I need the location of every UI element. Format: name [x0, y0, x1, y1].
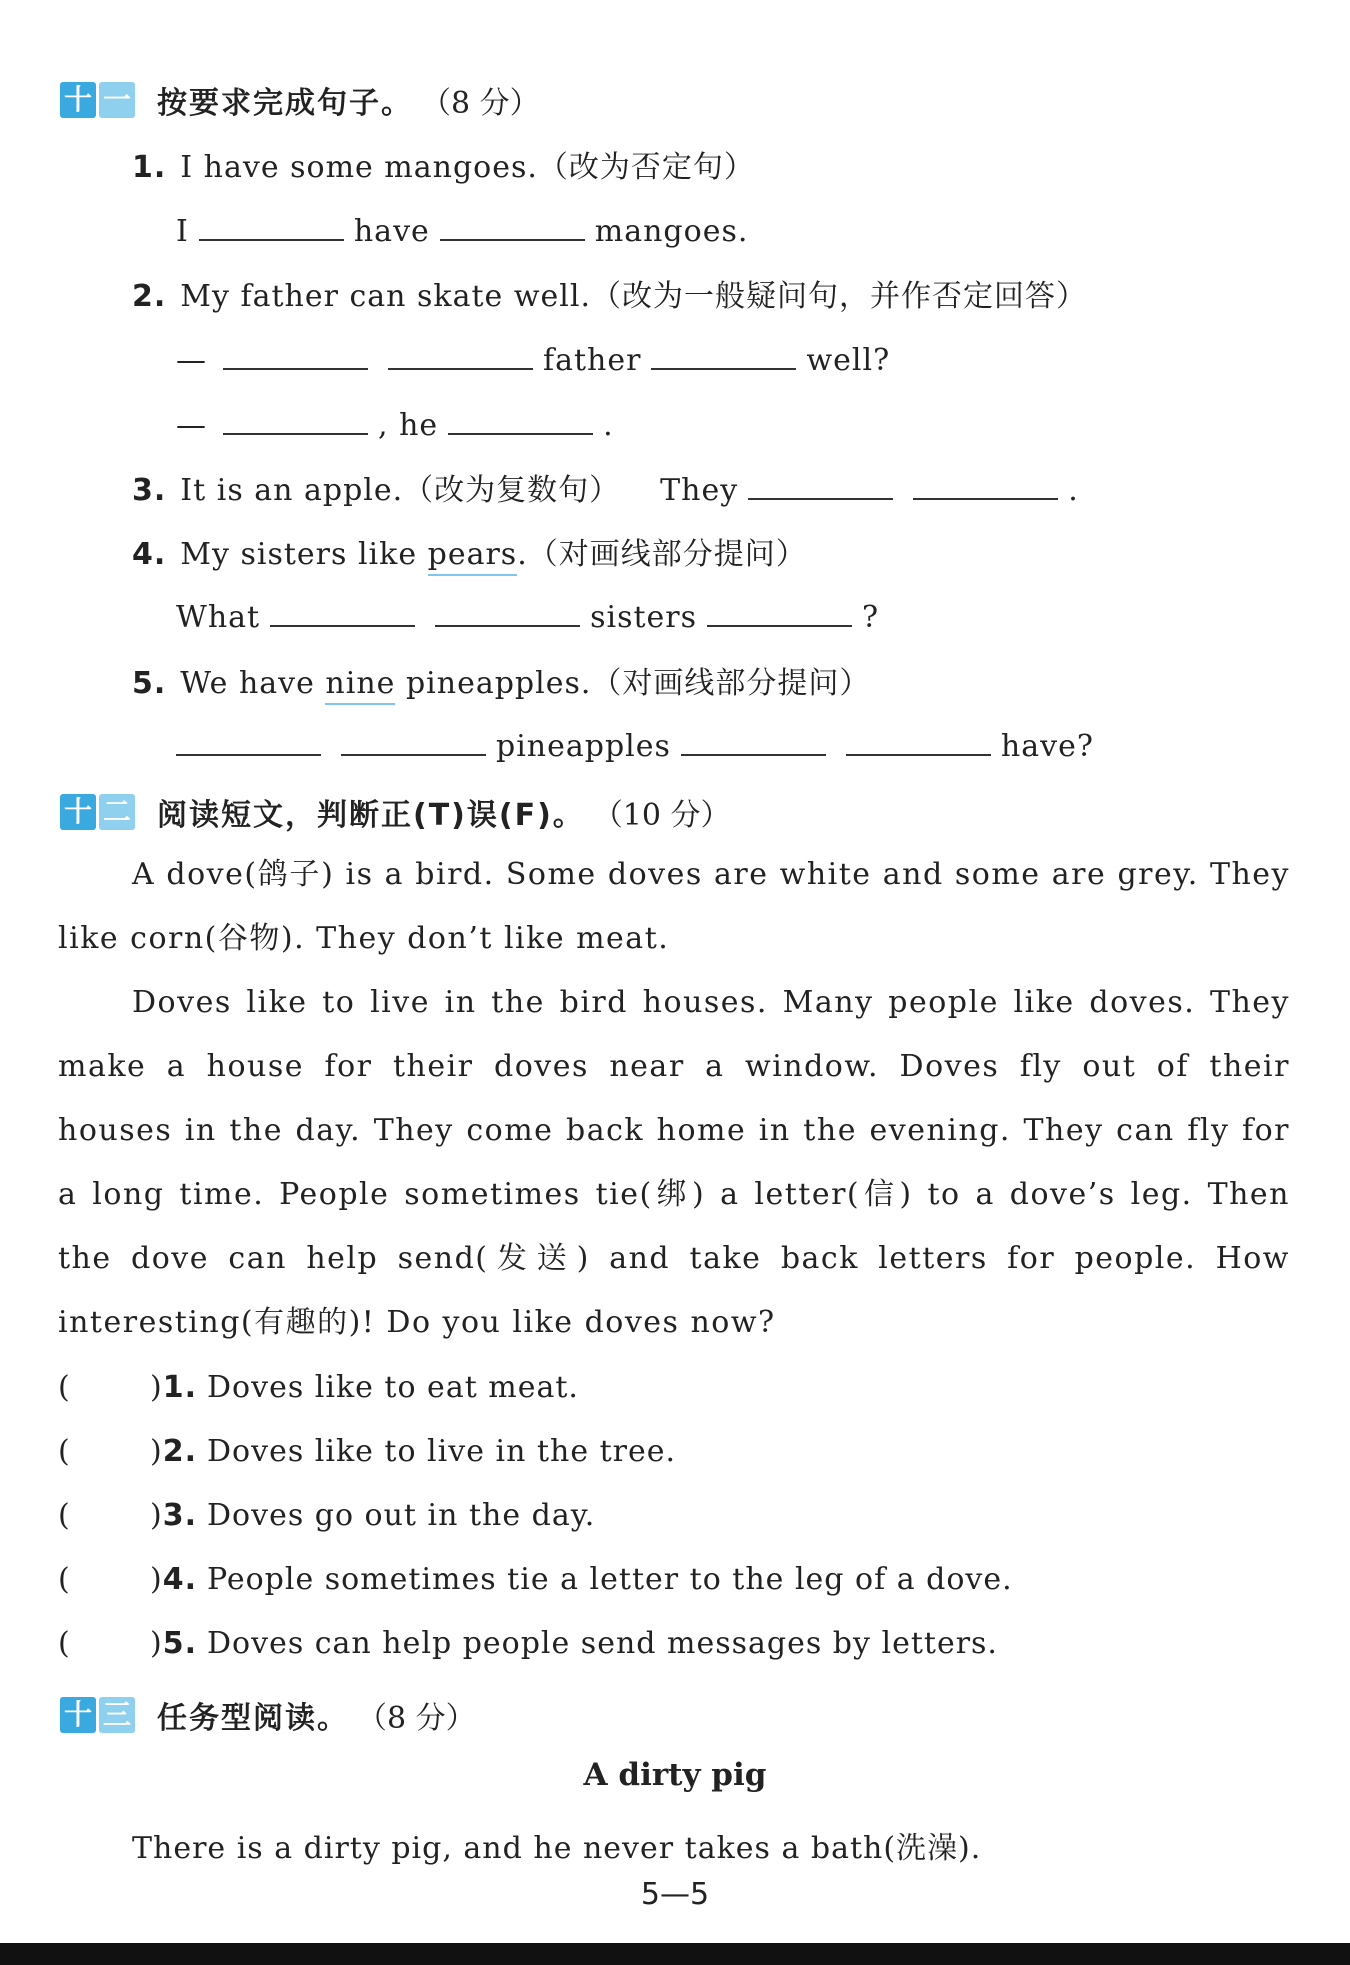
q3-number: 3.: [132, 473, 167, 508]
q5-number: 5.: [132, 666, 167, 701]
answer-paren[interactable]: (: [58, 1562, 71, 1597]
answer-paren[interactable]: (: [58, 1626, 71, 1661]
q2-text: My father can skate well.（改为一般疑问句，并作否定回答）: [180, 279, 1087, 314]
q1-word: mangoes.: [594, 214, 749, 249]
section-13-badge: [60, 1697, 135, 1733]
badge-char: 十: [60, 82, 96, 118]
section-13-score: （8 分）: [357, 1701, 476, 1736]
section-12-score: （10 分）: [592, 798, 731, 833]
answer-blank[interactable]: [341, 722, 486, 756]
q2-word: .: [603, 408, 614, 443]
answer-blank[interactable]: [913, 466, 1058, 500]
q2-answer-line-2: [176, 401, 614, 443]
answer-paren[interactable]: (: [58, 1370, 71, 1405]
section-11-title: 按要求完成句子。: [157, 86, 413, 121]
q4-prompt: [132, 529, 807, 573]
q4-word: ?: [862, 600, 880, 635]
answer-blank[interactable]: [448, 401, 593, 435]
bottom-edge-bar: [0, 1943, 1350, 1965]
answer-blank[interactable]: [199, 207, 344, 241]
q2-word: well?: [806, 343, 891, 378]
section-12-header: [60, 790, 731, 834]
q4-word: What: [176, 600, 261, 635]
tf-number: 1.: [162, 1370, 197, 1405]
section-13-header: [60, 1693, 476, 1737]
q2-word: , he: [378, 408, 439, 443]
q5-text: pineapples.（对画线部分提问）: [395, 666, 871, 701]
paren-close: ): [150, 1498, 163, 1533]
badge-char: 一: [99, 82, 135, 118]
q4-word: sisters: [590, 600, 698, 635]
tf-number: 5.: [162, 1626, 197, 1661]
underlined-word: pears: [428, 537, 518, 576]
passage-paragraph-2: Doves like to live in the bird houses. Many people like doves. They make a house for their doves near a window. Doves fly out of their houses in the day. They come back home in the evening. They can fly for a long time. People sometimes tie(绑) a letter(信) to a dove’s leg. Then the dove can help send(发送) and take back letters for people. How interesting(有趣的)! Do you like doves now?: [58, 985, 1290, 1340]
paren-close: ): [150, 1562, 163, 1597]
q1-number: 1.: [132, 150, 167, 185]
dialog-dash: —: [176, 408, 207, 443]
q2-number: 2.: [132, 279, 167, 314]
tf-number: 3.: [162, 1498, 197, 1533]
tf-text: People sometimes tie a letter to the leg of a dove.: [207, 1562, 1013, 1597]
q3-prompt: [132, 465, 1079, 509]
q5-text: We have: [180, 666, 326, 701]
q1-answer-line: [176, 207, 748, 249]
page-number: 5—5: [640, 1877, 710, 1912]
answer-blank[interactable]: [440, 207, 585, 241]
answer-blank[interactable]: [176, 722, 321, 756]
section-12-title: 阅读短文，判断正(T)误(F)。: [157, 798, 585, 833]
q5-word: have?: [1000, 729, 1094, 764]
tf-item-5: [58, 1626, 998, 1661]
answer-blank[interactable]: [748, 466, 893, 500]
q3-word: .: [1068, 473, 1079, 508]
tf-text: Doves like to eat meat.: [207, 1370, 579, 1405]
badge-char: 十: [60, 1697, 96, 1733]
answer-paren[interactable]: (: [58, 1434, 71, 1469]
q2-word: father: [543, 343, 642, 378]
q4-number: 4.: [132, 537, 167, 572]
tf-text: Doves can help people send messages by letters.: [207, 1626, 998, 1661]
answer-blank[interactable]: [707, 593, 852, 627]
q1-prompt: [132, 142, 755, 186]
section-11-score: （8 分）: [421, 86, 540, 121]
tf-text: Doves like to live in the tree.: [207, 1434, 677, 1469]
answer-paren[interactable]: (: [58, 1498, 71, 1533]
q3-text: It is an apple.（改为复数句）: [180, 473, 621, 508]
q5-answer-line: [166, 722, 1094, 764]
q5-prompt: [132, 658, 870, 702]
tf-text: Doves go out in the day.: [207, 1498, 596, 1533]
paren-close: ): [150, 1626, 163, 1661]
tf-number: 4.: [162, 1562, 197, 1597]
section-13-title: 任务型阅读。: [157, 1701, 349, 1736]
paren-close: ): [150, 1370, 163, 1405]
q1-word: I: [176, 214, 189, 249]
dialog-dash: —: [176, 343, 207, 378]
tf-item-3: [58, 1498, 595, 1533]
q2-prompt: [132, 271, 1087, 315]
section-11-badge: [60, 82, 135, 118]
answer-blank[interactable]: [223, 336, 368, 370]
answer-blank[interactable]: [681, 722, 826, 756]
answer-blank[interactable]: [388, 336, 533, 370]
badge-char: 十: [60, 794, 96, 830]
tf-item-1: [58, 1370, 579, 1405]
q3-word: They: [660, 473, 739, 508]
answer-blank[interactable]: [223, 401, 368, 435]
answer-blank[interactable]: [651, 336, 796, 370]
q5-word: pineapples: [496, 729, 671, 764]
tf-number: 2.: [162, 1434, 197, 1469]
answer-blank[interactable]: [846, 722, 991, 756]
tf-item-4: [58, 1562, 1013, 1597]
q4-answer-line: [176, 593, 879, 635]
badge-char: 二: [99, 794, 135, 830]
paren-close: ): [150, 1434, 163, 1469]
passage-paragraph-1: A dove(鸽子) is a bird. Some doves are white and some are grey. They like corn(谷物). They don’t like meat.: [58, 857, 1290, 956]
badge-char: 三: [99, 1697, 135, 1733]
section-12-badge: [60, 794, 135, 830]
underlined-word: nine: [325, 666, 395, 705]
q2-answer-line-1: [176, 336, 890, 378]
tf-item-2: [58, 1434, 676, 1469]
story-title: A dirty pig: [583, 1757, 767, 1793]
q4-text: My sisters like: [180, 537, 428, 572]
q4-text: .（对画线部分提问）: [517, 537, 807, 572]
q1-text: I have some mangoes.（改为否定句）: [180, 150, 755, 185]
q1-word: have: [353, 214, 430, 249]
answer-blank[interactable]: [435, 593, 580, 627]
section-11-header: [60, 78, 540, 122]
reading-passage: [58, 843, 1290, 1355]
answer-blank[interactable]: [270, 593, 415, 627]
story-line-1: There is a dirty pig, and he never takes a bath(洗澡).: [132, 1831, 982, 1866]
